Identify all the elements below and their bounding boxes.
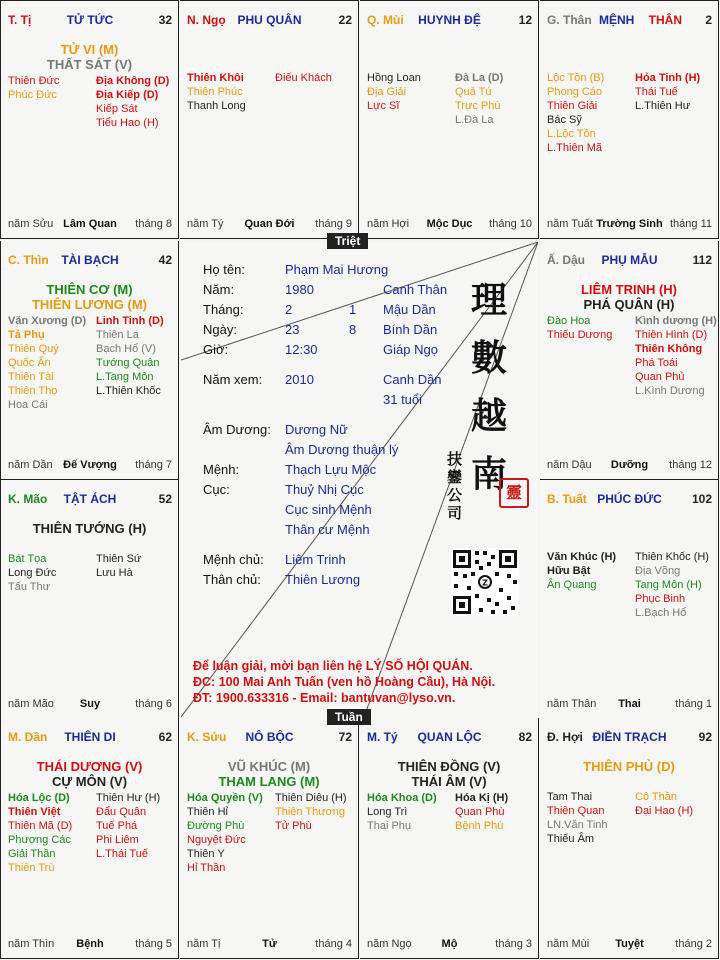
minor-stars-left bbox=[547, 550, 616, 592]
palace-number: 42 bbox=[158, 253, 172, 267]
minor-star: Thai Phụ bbox=[367, 820, 412, 832]
minor-star: Phá Toái bbox=[635, 357, 678, 369]
minor-stars-right bbox=[635, 550, 709, 620]
minor-stars-left bbox=[8, 74, 59, 102]
palace-footer bbox=[8, 698, 172, 712]
minor-star: Địa Võng bbox=[635, 565, 681, 577]
earthly-branch: M. Tý bbox=[367, 730, 398, 744]
minor-star: Thiên Việt bbox=[8, 806, 61, 818]
minor-star: Thiên Sứ bbox=[96, 553, 142, 565]
minor-star: Ân Quang bbox=[547, 579, 597, 591]
minor-star: Thiên Hình (D) bbox=[635, 329, 708, 341]
month-label: tháng 10 bbox=[489, 218, 532, 230]
month-label: tháng 7 bbox=[135, 459, 172, 471]
palace-name: NÔ BỘC bbox=[245, 730, 294, 744]
palace-number: 62 bbox=[158, 730, 172, 744]
minor-star: Hóa Khoa (D) bbox=[367, 792, 437, 804]
minor-star: Bát Tọa bbox=[8, 553, 47, 565]
palace-name: HUYNH ĐỆ bbox=[418, 13, 481, 27]
palace-number: 32 bbox=[158, 13, 172, 27]
palace-footer bbox=[547, 459, 712, 473]
triet-marker: Triệt bbox=[327, 233, 368, 249]
minor-stars-right bbox=[635, 790, 693, 818]
month-can: Mậu Dần bbox=[383, 302, 436, 317]
year-label: năm Sửu bbox=[8, 218, 54, 230]
palace-number: 82 bbox=[518, 730, 532, 744]
palace-name: PHÚC ĐỨC bbox=[597, 492, 662, 506]
earthly-branch: K. Sửu bbox=[187, 730, 227, 744]
minor-star: Đà La (D) bbox=[455, 72, 504, 84]
major-star: THIÊN TƯỚNG (H) bbox=[32, 521, 147, 536]
minor-stars-left bbox=[547, 314, 612, 342]
month-label: tháng 1 bbox=[675, 698, 712, 710]
minor-star: Quả Tú bbox=[455, 86, 492, 98]
palace-cell-hoi bbox=[540, 718, 719, 959]
minor-star: Giải Thần bbox=[8, 848, 56, 860]
minor-star: Phi Liêm bbox=[96, 834, 139, 846]
amduong-value: Dương Nữ bbox=[285, 422, 348, 437]
palace-name: MỆNH bbox=[599, 13, 635, 27]
minor-star: Địa Giải bbox=[367, 86, 407, 98]
palace-cell-ty bbox=[360, 718, 539, 959]
life-stage: Đế Vượng bbox=[63, 459, 117, 471]
month-label: Tháng: bbox=[203, 302, 244, 317]
month-label: tháng 8 bbox=[135, 218, 172, 230]
palace-name: TÀI BẠCH bbox=[61, 253, 119, 267]
minor-star: Thiên Khôi bbox=[187, 72, 244, 84]
minor-star: Thiên Diêu (H) bbox=[275, 792, 347, 804]
minor-star: Quốc Ấn bbox=[8, 357, 51, 369]
minor-star: L.Bạch Hổ bbox=[635, 607, 687, 619]
palace-number: 112 bbox=[692, 253, 712, 267]
minor-star: Tam Thai bbox=[547, 791, 593, 803]
major-star: LIÊM TRINH (H) bbox=[580, 282, 678, 297]
palace-cell-suu bbox=[180, 718, 359, 959]
minor-star: Tang Môn (H) bbox=[635, 579, 702, 591]
earthly-branch: Đ. Hợi bbox=[547, 730, 583, 744]
minor-star: Quan Phù bbox=[455, 806, 505, 818]
day-solar: 23 bbox=[285, 322, 300, 337]
minor-star: L.Thái Tuế bbox=[96, 848, 148, 860]
menh-value: Thạch Lựu Mộc bbox=[285, 462, 377, 477]
palace-cell-tuat bbox=[540, 480, 719, 719]
major-star: THẤT SÁT (V) bbox=[46, 57, 133, 72]
minor-star: Tả Phụ bbox=[8, 329, 45, 341]
minor-star: Hóa Lộc (D) bbox=[8, 792, 70, 804]
minor-star: Thiên Quan bbox=[547, 805, 605, 817]
year-label: năm Tị bbox=[187, 938, 221, 950]
minor-star: Cô Thần bbox=[635, 791, 677, 803]
major-star: THIÊN ĐỒNG (V) bbox=[397, 759, 501, 774]
palace-header bbox=[547, 730, 712, 746]
palace-footer bbox=[367, 218, 532, 232]
than-chu-label: Thân chủ: bbox=[203, 572, 261, 587]
month-label: tháng 6 bbox=[135, 698, 172, 710]
minor-stars-left bbox=[367, 71, 421, 113]
seal-stamp-icon bbox=[499, 478, 529, 508]
minor-star: Hóa Kị (H) bbox=[455, 792, 509, 804]
earthly-branch: C. Thìn bbox=[8, 253, 49, 267]
life-stage: Trường Sinh bbox=[596, 218, 663, 230]
name-label: Họ tên: bbox=[203, 262, 245, 277]
minor-stars-left bbox=[8, 552, 56, 594]
major-star: THÁI ÂM (V) bbox=[411, 774, 487, 789]
palace-number: 22 bbox=[338, 13, 352, 27]
minor-star: Long Đức bbox=[8, 567, 57, 579]
minor-star: Phượng Các bbox=[8, 834, 71, 846]
cuc-relation: Cục sinh Mệnh bbox=[285, 502, 372, 517]
minor-star: Thiên Tài bbox=[8, 371, 54, 383]
minor-star: Thanh Long bbox=[187, 100, 246, 112]
minor-star: Trực Phù bbox=[455, 100, 501, 112]
minor-star: Bệnh Phù bbox=[455, 820, 504, 832]
minor-star: Tiểu Hao (H) bbox=[96, 117, 159, 129]
year-label: năm Tuất bbox=[547, 218, 593, 230]
minor-star: Thiên Hư (H) bbox=[96, 792, 161, 804]
palace-cell-mao bbox=[0, 480, 179, 719]
palace-name: PHU QUÂN bbox=[237, 13, 302, 27]
month-label: tháng 4 bbox=[315, 938, 352, 950]
calligraphy-char-3: 越 bbox=[471, 395, 508, 437]
minor-star: Hỏa Tinh (H) bbox=[635, 72, 701, 84]
minor-stars-right bbox=[635, 71, 700, 113]
minor-star: Đào Hoa bbox=[547, 315, 591, 327]
palace-name: PHỤ MẪU bbox=[601, 253, 658, 267]
minor-star: L.Tang Môn bbox=[96, 371, 154, 383]
minor-star: Văn Xương (D) bbox=[8, 315, 87, 327]
earthly-branch: N. Ngọ bbox=[187, 13, 226, 27]
year-label: năm Tý bbox=[187, 218, 224, 230]
minor-star: L.Thiên Khốc bbox=[96, 385, 161, 397]
life-stage: Dưỡng bbox=[610, 459, 649, 471]
year-label: năm Mão bbox=[8, 698, 54, 710]
major-star: THAM LANG (M) bbox=[218, 774, 320, 789]
palace-header bbox=[547, 253, 712, 269]
life-stage: Bệnh bbox=[76, 938, 104, 950]
palace-footer bbox=[8, 218, 172, 232]
palace-name: TẬT ÁCH bbox=[63, 492, 117, 506]
year-label: năm Hợi bbox=[367, 218, 410, 230]
palace-footer bbox=[187, 938, 352, 952]
palace-header bbox=[367, 730, 532, 746]
minor-star: Hữu Bật bbox=[547, 565, 591, 577]
minor-star: Bạch Hổ (V) bbox=[96, 343, 156, 355]
minor-stars-left bbox=[367, 791, 437, 833]
palace-header bbox=[8, 13, 172, 29]
year-can: Canh Thân bbox=[383, 282, 448, 297]
menh-label: Mệnh: bbox=[203, 462, 240, 477]
than-marker: THÂN bbox=[648, 13, 682, 27]
minor-star: Thiên Y bbox=[187, 848, 225, 860]
month-label: tháng 12 bbox=[669, 459, 712, 471]
major-star: CỰ MÔN (V) bbox=[51, 774, 128, 789]
life-stage: Quan Đới bbox=[244, 218, 295, 230]
calligraphy-side-text: 扶鑾公司 bbox=[447, 450, 463, 522]
palace-cell-ngo bbox=[180, 0, 359, 239]
minor-star: Đại Hao (H) bbox=[635, 805, 694, 817]
major-star: TỬ VI (M) bbox=[60, 42, 119, 57]
minor-star: Bác Sỹ bbox=[547, 114, 582, 126]
calligraphy-char-4: 南 bbox=[471, 453, 508, 495]
minor-star: Điếu Khách bbox=[275, 72, 332, 84]
minor-star: Tuế Phá bbox=[96, 820, 138, 832]
earthly-branch: T. Tị bbox=[8, 13, 32, 27]
year-label: Năm: bbox=[203, 282, 235, 297]
month-lunar: 1 bbox=[349, 302, 357, 317]
earthly-branch: M. Dần bbox=[8, 730, 48, 744]
cuc-label: Cục: bbox=[203, 482, 230, 497]
palace-footer bbox=[367, 938, 532, 952]
palace-cell-than bbox=[540, 0, 719, 239]
palace-footer bbox=[187, 218, 352, 232]
minor-star: Nguyệt Đức bbox=[187, 834, 246, 846]
earthly-branch: G. Thân bbox=[547, 13, 592, 27]
palace-cell-ti bbox=[0, 0, 179, 239]
minor-star: Hoa Cái bbox=[8, 399, 48, 411]
minor-star: Thái Tuế bbox=[635, 86, 678, 98]
minor-star: Kiếp Sát bbox=[96, 103, 138, 115]
earthly-branch: Ấ. Dậu bbox=[547, 253, 586, 267]
palace-cell-dan bbox=[0, 718, 179, 959]
calligraphy-char-2: 數 bbox=[471, 337, 508, 379]
day-label: Ngày: bbox=[203, 322, 237, 337]
month-label: tháng 3 bbox=[495, 938, 532, 950]
minor-star: Thiên Mã (D) bbox=[8, 820, 73, 832]
minor-star: Quan Phủ bbox=[635, 371, 685, 383]
than-chu-value: Thiên Lương bbox=[285, 572, 361, 587]
minor-stars-right bbox=[96, 314, 164, 398]
minor-star: Tấu Thư bbox=[8, 581, 51, 593]
minor-star: Thiên Thương bbox=[275, 806, 346, 818]
palace-name: THIÊN DI bbox=[64, 730, 116, 744]
earthly-branch: B. Tuất bbox=[547, 492, 587, 506]
palace-footer bbox=[547, 938, 712, 952]
minor-star: L.Lộc Tồn bbox=[547, 128, 596, 140]
minor-stars-left bbox=[187, 71, 246, 113]
contact-line-1: Để luận giải, mời bạn liên hệ LÝ SỐ HỘI QUÁN. bbox=[193, 659, 473, 673]
minor-stars-right bbox=[275, 71, 332, 85]
palace-header bbox=[8, 492, 172, 508]
month-label: tháng 2 bbox=[675, 938, 712, 950]
minor-star: Linh Tinh (D) bbox=[96, 315, 164, 327]
life-stage: Thai bbox=[618, 698, 641, 710]
minor-star: Phục Binh bbox=[635, 593, 686, 605]
month-label: tháng 11 bbox=[669, 218, 712, 230]
minor-star: Thiếu Dương bbox=[547, 329, 613, 341]
minor-star: L.Đà La bbox=[455, 114, 494, 126]
minor-star: Thiên Hỉ bbox=[187, 806, 228, 818]
palace-footer bbox=[547, 698, 712, 712]
minor-stars-right bbox=[275, 791, 347, 833]
life-stage: Mộ bbox=[441, 938, 458, 950]
minor-star: Thiếu Âm bbox=[547, 833, 595, 845]
palace-name: QUAN LỘC bbox=[417, 730, 482, 744]
hour-label: Giờ: bbox=[203, 342, 229, 357]
palace-header bbox=[367, 13, 532, 29]
view-year-label: Năm xem: bbox=[203, 372, 263, 387]
palace-header bbox=[8, 253, 172, 269]
hour-value: 12:30 bbox=[285, 342, 318, 357]
palace-footer bbox=[547, 218, 712, 232]
palace-header bbox=[8, 730, 172, 746]
palace-number: 92 bbox=[698, 730, 712, 744]
minor-star: Thiên La bbox=[96, 329, 139, 341]
major-star: VŨ KHÚC (M) bbox=[227, 759, 311, 774]
minor-star: Thiên Không bbox=[635, 343, 703, 355]
minor-star: Thiên Thọ bbox=[8, 385, 58, 397]
year-label: năm Thân bbox=[547, 698, 597, 710]
month-label: tháng 5 bbox=[135, 938, 172, 950]
name-value: Phạm Mai Hương bbox=[285, 262, 389, 277]
palace-cell-mui bbox=[360, 0, 539, 239]
major-star: THÁI DƯƠNG (V) bbox=[36, 759, 143, 774]
major-star: THIÊN PHỦ (D) bbox=[583, 759, 675, 774]
minor-star: Hỉ Thần bbox=[187, 862, 226, 874]
minor-star: Đẩu Quân bbox=[96, 806, 147, 818]
palace-cell-dau bbox=[540, 241, 719, 480]
minor-star: Hóa Quyền (V) bbox=[187, 792, 263, 804]
minor-star: Kình dương (H) bbox=[635, 315, 717, 327]
minor-stars-right bbox=[96, 74, 169, 130]
palace-name: ĐIỀN TRẠCH bbox=[592, 730, 667, 744]
year-label: năm Mùi bbox=[547, 938, 590, 950]
minor-stars-left bbox=[8, 314, 86, 412]
earthly-branch: K. Mão bbox=[8, 492, 48, 506]
minor-star: Địa Kiếp (D) bbox=[96, 89, 159, 101]
minor-stars-right bbox=[455, 71, 503, 127]
center-info-panel bbox=[181, 242, 538, 717]
life-stage: Mộc Dục bbox=[426, 218, 473, 230]
palace-number: 12 bbox=[518, 13, 532, 27]
minor-star: Thiên Quý bbox=[8, 343, 59, 355]
minor-star: Thiên Giải bbox=[547, 100, 598, 112]
svg-text:Z: Z bbox=[482, 578, 488, 588]
year-label: năm Dậu bbox=[547, 459, 592, 471]
minor-star: LN.Văn Tinh bbox=[547, 819, 608, 831]
major-star: THIÊN CƠ (M) bbox=[46, 282, 133, 297]
palace-number: 102 bbox=[691, 492, 712, 506]
menh-chu-label: Mệnh chủ: bbox=[203, 552, 264, 567]
contact-phone-email: ĐT: 1900.633316 - Email: bantuvan@lyso.vn. bbox=[193, 691, 456, 705]
palace-footer bbox=[8, 459, 172, 473]
year-label: năm Thìn bbox=[8, 938, 55, 950]
palace-number: 72 bbox=[338, 730, 352, 744]
minor-star: Thiên Khốc (H) bbox=[635, 551, 709, 563]
month-solar: 2 bbox=[285, 302, 293, 317]
calligraphy-char-1: 理 bbox=[471, 279, 508, 321]
palace-cell-thin bbox=[0, 241, 179, 480]
palace-header bbox=[187, 13, 352, 29]
minor-star: Tướng Quân bbox=[96, 357, 160, 369]
minor-star: L.Kình Dương bbox=[635, 385, 705, 397]
minor-star: Lực Sĩ bbox=[367, 100, 400, 112]
minor-star: Hồng Loan bbox=[367, 72, 421, 84]
minor-star: Văn Khúc (H) bbox=[547, 551, 617, 563]
minor-star: Phúc Đức bbox=[8, 89, 57, 101]
minor-stars-right bbox=[635, 314, 717, 398]
hour-can: Giáp Ngọ bbox=[383, 342, 438, 357]
tuan-marker: Tuần bbox=[327, 709, 371, 725]
minor-star: Thiên Đức bbox=[8, 75, 60, 87]
than-position: Thân cư Mệnh bbox=[285, 522, 370, 537]
minor-star: Phong Cáo bbox=[547, 86, 603, 98]
month-label: tháng 9 bbox=[315, 218, 352, 230]
palace-header bbox=[547, 492, 712, 508]
minor-stars-left bbox=[8, 791, 72, 875]
life-stage: Tuyệt bbox=[615, 938, 644, 950]
contact-address: ĐC: 100 Mai Anh Tuấn (ven hồ Hoàng Cầu), Hà Nội. bbox=[193, 675, 496, 689]
palace-header bbox=[187, 730, 352, 746]
minor-star: Thiên Phúc bbox=[187, 86, 243, 98]
day-can: Bính Dần bbox=[383, 322, 438, 337]
minor-star: Lộc Tồn (B) bbox=[547, 72, 605, 84]
amduong-relation: Âm Dương thuận lý bbox=[285, 442, 399, 457]
major-star: PHÁ QUÂN (H) bbox=[583, 297, 675, 312]
view-year-can: Canh Dần bbox=[383, 372, 442, 387]
minor-star: Lưu Hà bbox=[96, 567, 133, 579]
palace-footer bbox=[8, 938, 172, 952]
minor-star: Long Trì bbox=[367, 806, 408, 818]
day-lunar: 8 bbox=[349, 322, 357, 337]
year-label: năm Dần bbox=[8, 459, 53, 471]
minor-star: Địa Không (D) bbox=[96, 75, 170, 87]
minor-stars-right bbox=[455, 791, 508, 833]
minor-star: Đường Phù bbox=[187, 820, 245, 832]
qr-code-icon bbox=[451, 548, 519, 616]
life-stage: Suy bbox=[79, 698, 101, 710]
cuc-value: Thuỷ Nhị Cục bbox=[285, 482, 364, 497]
earthly-branch: Q. Mùi bbox=[367, 13, 404, 27]
amduong-label: Âm Dương: bbox=[203, 422, 271, 437]
palace-name: TỬ TỨC bbox=[66, 13, 114, 27]
life-stage: Tử bbox=[262, 938, 277, 950]
major-star: THIÊN LƯƠNG (M) bbox=[31, 297, 148, 312]
view-year-value: 2010 bbox=[285, 372, 314, 387]
minor-stars-left bbox=[187, 791, 263, 875]
life-stage: Lâm Quan bbox=[63, 218, 117, 230]
minor-stars-left bbox=[547, 790, 608, 846]
minor-stars-left bbox=[547, 71, 604, 155]
year-value: 1980 bbox=[285, 282, 314, 297]
minor-stars-right bbox=[96, 552, 141, 580]
palace-header bbox=[547, 13, 712, 29]
palace-number: 2 bbox=[705, 13, 712, 27]
year-label: năm Ngọ bbox=[367, 938, 412, 950]
age-value: 31 tuổi bbox=[383, 392, 423, 407]
minor-star: Tử Phù bbox=[275, 820, 312, 832]
menh-chu-value: Liêm Trinh bbox=[285, 552, 346, 567]
minor-star: Thiên Trù bbox=[8, 862, 55, 874]
minor-star: L.Thiên Hư bbox=[635, 100, 691, 112]
minor-stars-right bbox=[96, 791, 160, 861]
minor-star: L.Thiên Mã bbox=[547, 142, 603, 154]
seal-character: 靈 bbox=[505, 483, 522, 502]
palace-number: 52 bbox=[158, 492, 172, 506]
